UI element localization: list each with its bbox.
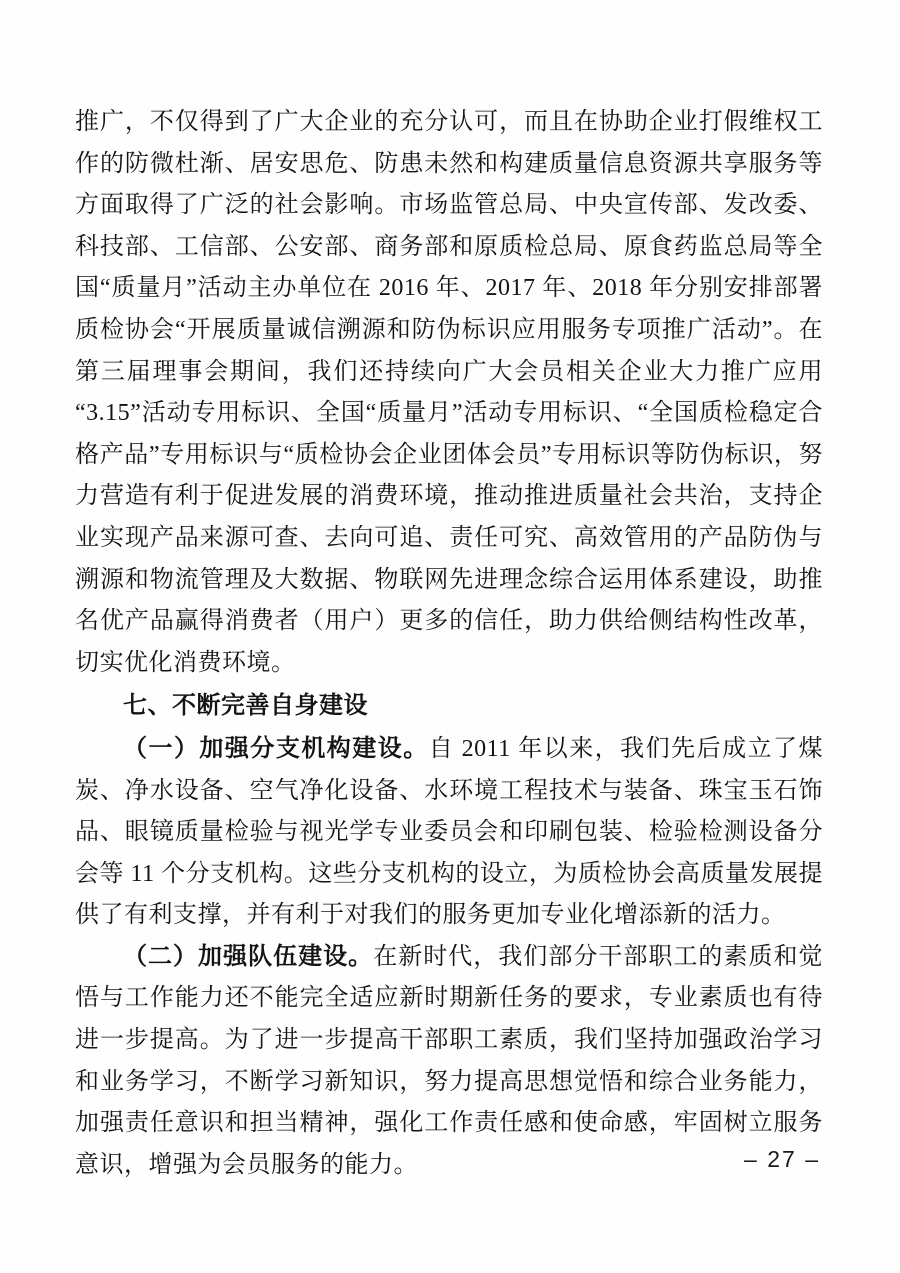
subsection-2-body: 在新时代，我们部分干部职工的素质和觉悟与工作能力还不能完全适应新时期新任务的要求，专业素质也有待进一步提高。为了进一步提高干部职工素质，我们坚持加强政治学习和业务学习，不断学习新知识，努力提高思想觉悟和综合业务能力，加强责任意识和担当精神，强化工作责任感和使命感，牢固树立服务意识，增强为会员服务的能力。	[75, 943, 824, 1178]
subsection-paragraph-2	[75, 937, 823, 1187]
continued-paragraph: 推广，不仅得到了广大企业的充分认可，而且在协助企业打假维权工作的防微杜渐、居安思危、防患未然和构建质量信息资源共享服务等方面取得了广泛的社会影响。市场监管总局、中央宣传部、发改委、科技部、工信部、公安部、商务部和原质检总局、原食药监总局等全国“质量月”活动主办单位在 2016 年、2017 年、2018 年分别安排部署质检协会“开展质量诚信溯源和防伪标识应用服务专项推广活动”。在第三届理事会期间，我们还持续向广大会员相关企业大力推广应用“3.15”活动专用标识、全国“质量月”活动专用标识、“全国质检稳定合格产品”专用标识与“质检协会企业团体会员”专用标识等防伪标识，努力营造有利于促进发展的消费环境，推动推进质量社会共治，支持企业实现产品来源可查、去向可追、责任可究、高效管用的产品防伪与溯源和物流管理及大数据、物联网先进理念综合运用体系建设，助推名优产品赢得消费者（用户）更多的信任，助力供给侧结构性改革，切实优化消费环境。	[75, 109, 823, 676]
document-content	[75, 102, 823, 1186]
page-number: – 27 –	[744, 1146, 820, 1172]
subsection-1-lead: （一）加强分支机构建设。	[123, 735, 429, 762]
subsection-2-lead: （二）加强队伍建设。	[123, 943, 374, 970]
subsection-1-body: 自 2011 年以来，我们先后成立了煤炭、净水设备、空气净化设备、水环境工程技术与装备、珠宝玉石饰品、眼镜质量检验与视光学专业委员会和印刷包装、检验检测设备分会等 11 个分支机构。这些分支机构的设立，为质检协会高质量发展提供了有利支撑，并有利于对我们的服务更加专业化增添新的活力。	[75, 735, 823, 929]
section-heading: 七、不断完善自身建设	[123, 692, 368, 720]
subsection-paragraph-1	[75, 729, 823, 937]
